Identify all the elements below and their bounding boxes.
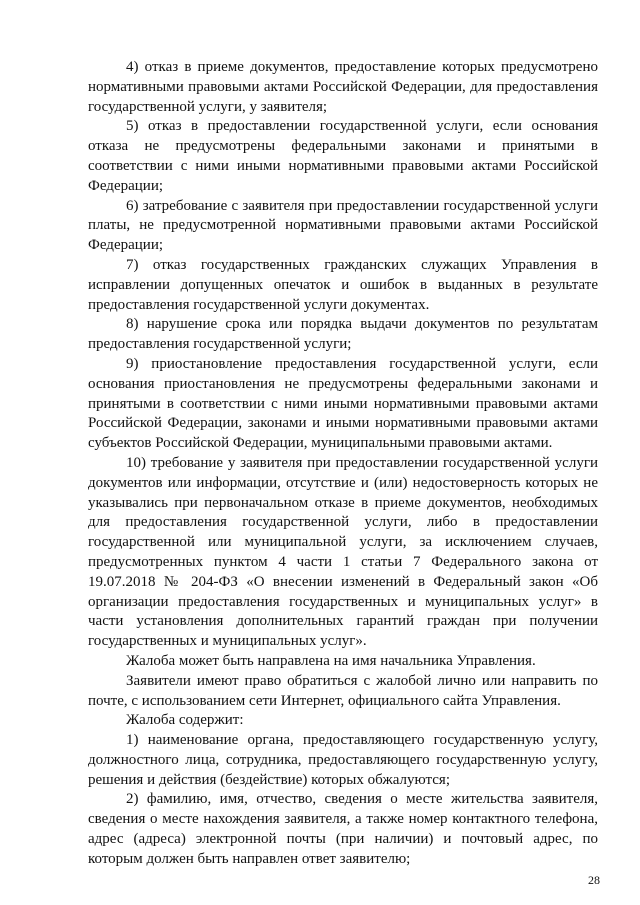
paragraph-item-6: 6) затребование с заявителя при предоставлении государственной услуги платы, не предусмотренной нормативными правовыми актами Российской Федерации;: [88, 197, 598, 254]
paragraph-contents-item-1: 1) наименование органа, предоставляющего государственную услугу, должностного лица, сотрудника, предоставляющего государственную услугу, решения и действия (бездействие) которых обжалуются;: [88, 732, 598, 788]
paragraph-item-4: 4) отказ в приеме документов, предоставление которых предусмотрено нормативными правовыми актами Российской Федерации, для предоставления государственной услуги, у заявителя;: [88, 59, 598, 115]
paragraph-item-7: 7) отказ государственных гражданских служащих Управления в исправлении допущенных опечаток и ошибок в выданных в результате предоставления государственной услуги документах.: [88, 256, 598, 313]
paragraph-complaint-addressee: Жалоба может быть направлена на имя начальника Управления.: [126, 652, 536, 669]
document-body: [88, 58, 598, 870]
paragraph-complaint-methods: Заявители имеют право обратиться с жалобой лично или направить по почте, с использованием сети Интернет, официального сайта Управления.: [88, 672, 598, 709]
paragraph-item-5: 5) отказ в предоставлении государственной услуги, если основания отказа не предусмотрены федеральными законами и принятыми в соответствии с ними иными нормативными правовыми актами Российской Федерации;: [88, 118, 598, 194]
paragraph-complaint-contents-heading: Жалоба содержит:: [126, 712, 244, 729]
paragraph-contents-item-2: 2) фамилию, имя, отчество, сведения о месте жительства заявителя, сведения о месте нахождения заявителя, а также номер контактного телефона, адрес (адреса) электронной почты (при наличии) и почтовый адрес, по которым должен быть направлен ответ заявителю;: [88, 791, 598, 867]
page-number: 28: [588, 873, 600, 887]
paragraph-item-10: 10) требование у заявителя при предоставлении государственной услуги документов или информации, отсутствие и (или) недостоверность которых не указывались при первоначальном отказе в приеме документов, необходимых для предоставления государственной услуги, либо в предоставлении государственной или муниципальной услуги, за исключением случаев, предусмотренных пунктом 4 части 1 статьи 7 Федерального закона от 19.07.2018 № 204-ФЗ «О внесении изменений в Федеральный закон «Об организации предоставления государственных и муниципальных услуг» в части установления дополнительных гарантий граждан при получении государственных и муниципальных услуг».: [88, 454, 598, 650]
paragraph-item-8: 8) нарушение срока или порядка выдачи документов по результатам предоставления государственной услуги;: [88, 316, 598, 353]
paragraph-item-9: 9) приостановление предоставления государственной услуги, если основания приостановления не предусмотрены федеральными законами и принятыми в соответствии с ними иными нормативными правовыми актами Российской Федерации, законами и иными нормативными правовыми актами субъектов Российской Федерации, муниципальными правовыми актами.: [88, 355, 598, 452]
